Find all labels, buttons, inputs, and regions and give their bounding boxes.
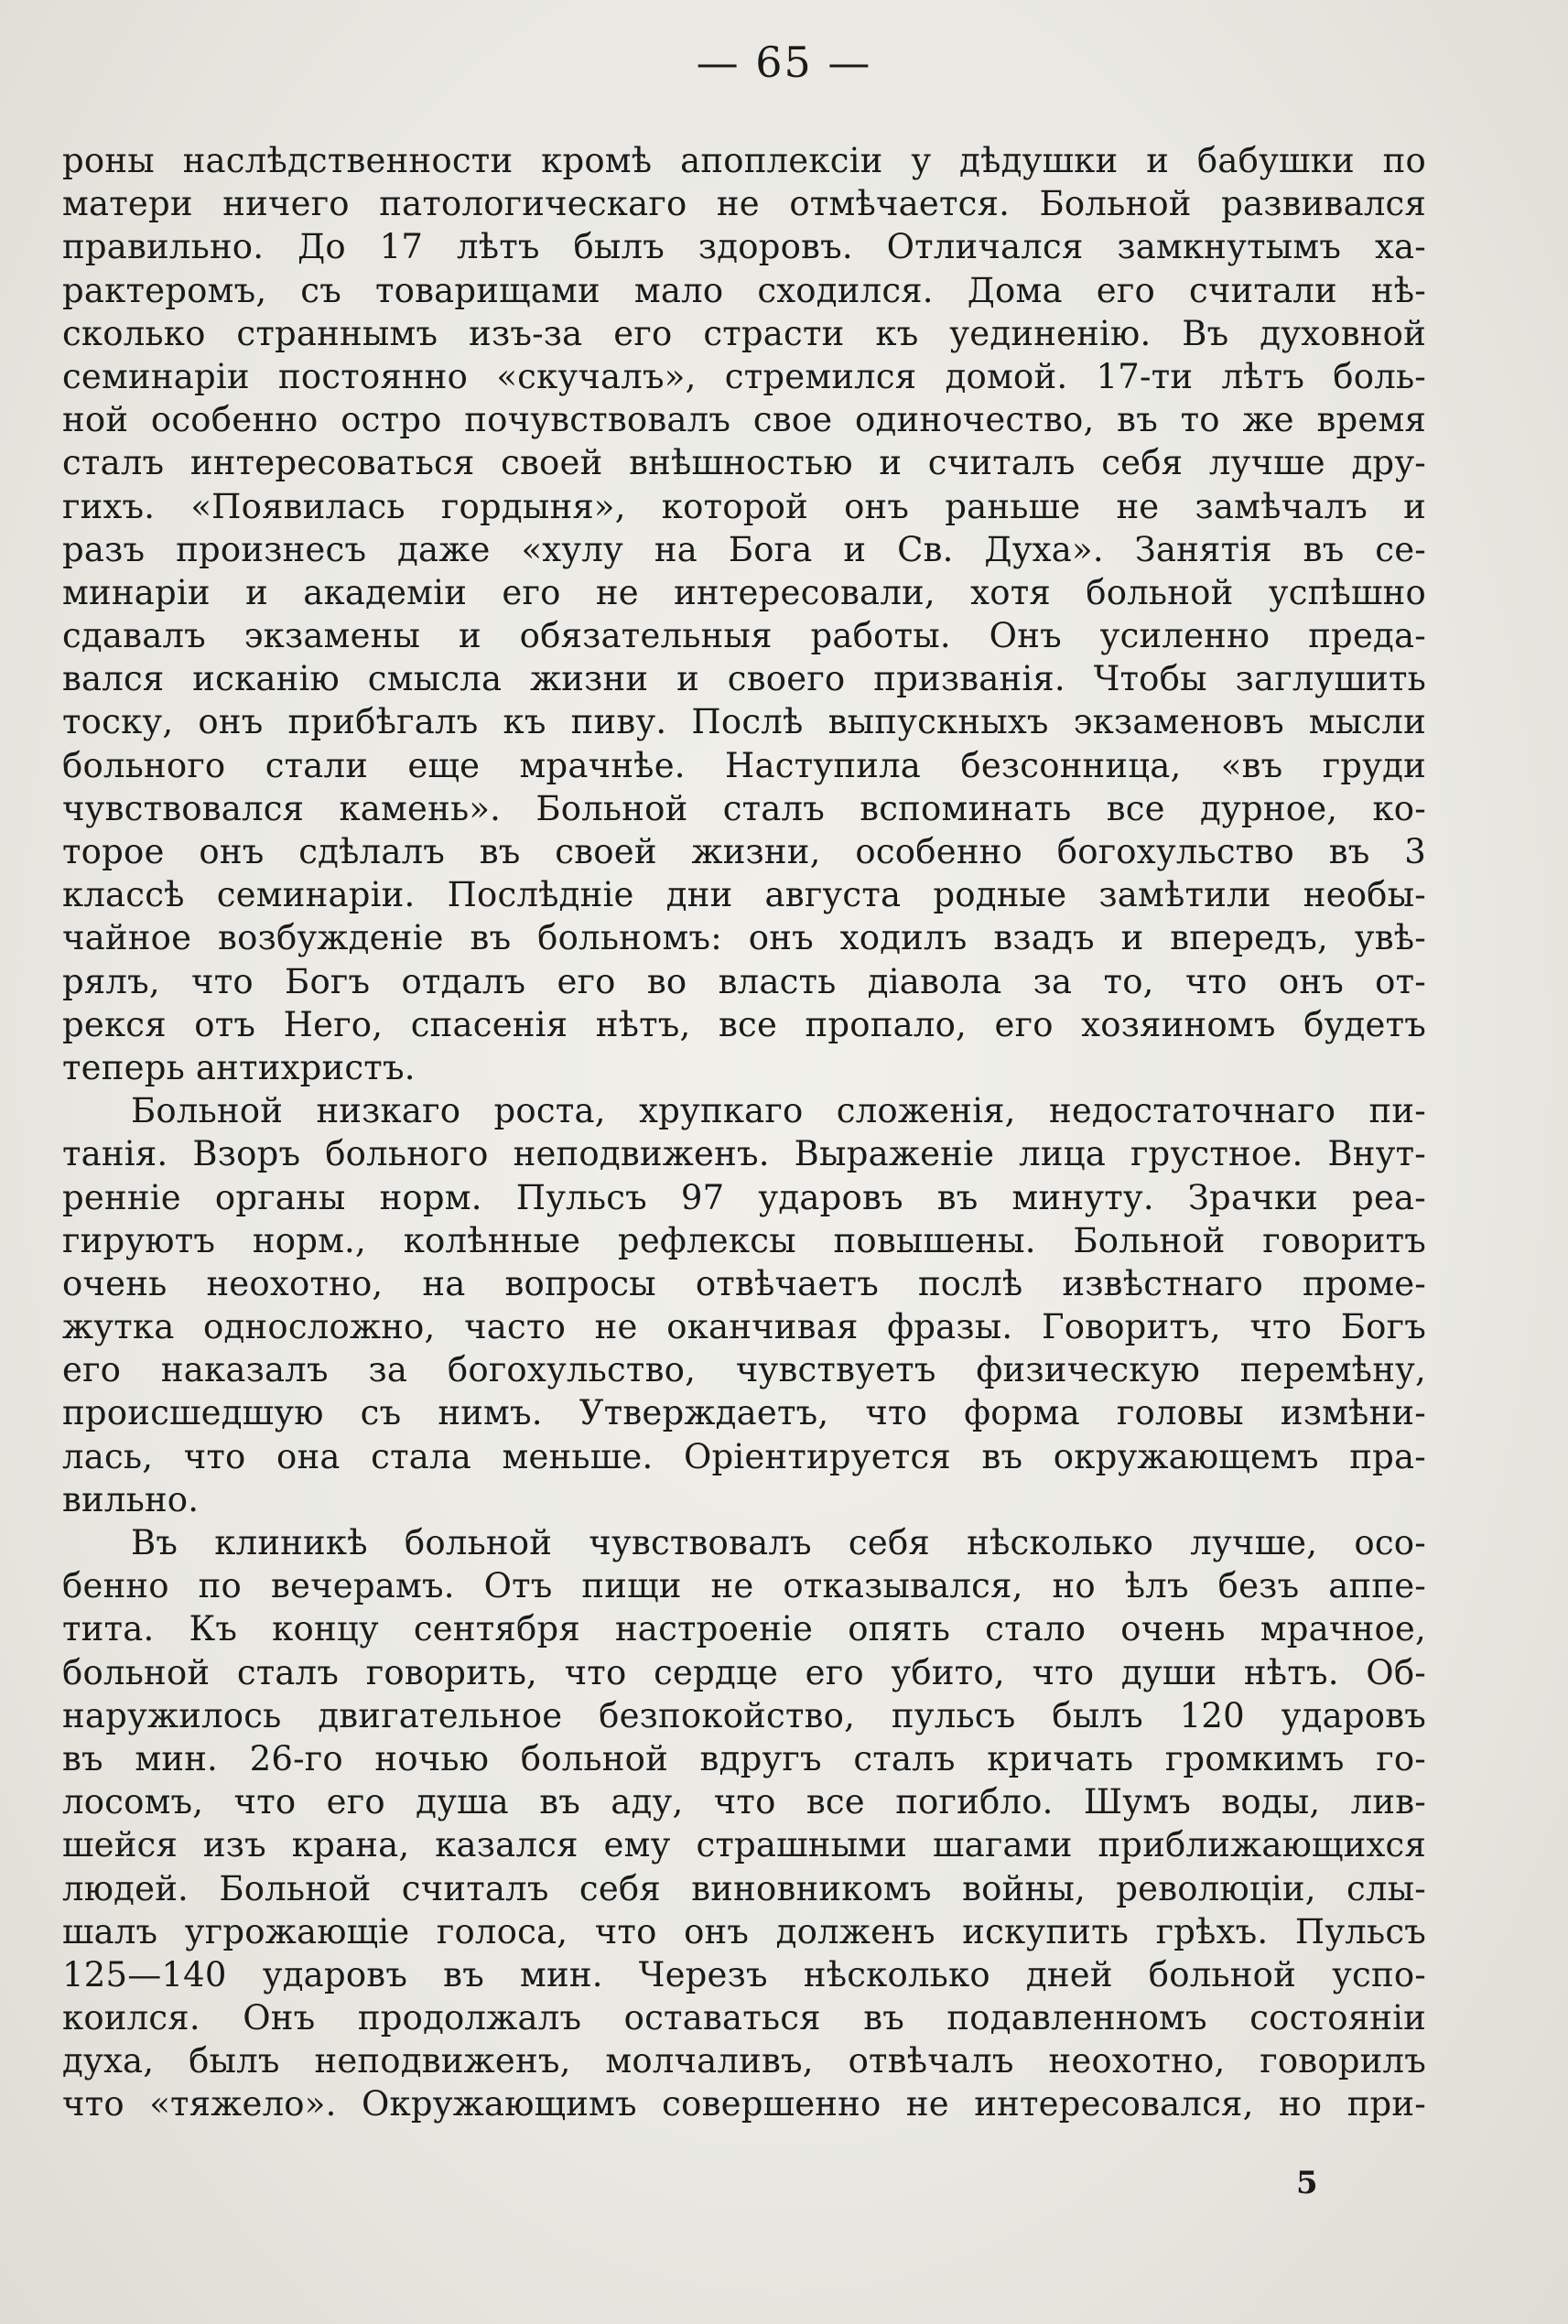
text-line: коился. Онъ продолжалъ оставаться въ подавленномъ состояніи	[62, 1998, 1426, 2038]
text-line: лосомъ, что его душа въ аду, что все погибло. Шумъ воды, лив-	[62, 1782, 1426, 1822]
text-line: классѣ семинаріи. Послѣдніе дни августа родные замѣтили необы-	[62, 875, 1426, 915]
page-number: — 65 —	[696, 38, 872, 87]
text-line: сдавалъ экзамены и обязательныя работы. Онъ усиленно преда-	[62, 616, 1426, 656]
text-line: больной сталъ говорить, что сердце его убито, что души нѣтъ. Об-	[62, 1652, 1426, 1692]
text-line: правильно. До 17 лѣтъ былъ здоровъ. Отличался замкнутымъ ха-	[62, 227, 1426, 267]
text-line: теперь антихристъ.	[62, 1047, 416, 1087]
text-line: наружилось двигательное безпокойство, пульсъ былъ 120 ударовъ	[62, 1695, 1426, 1735]
text-line: ренніе органы норм. Пульсъ 97 ударовъ въ минуту. Зрачки реа-	[62, 1177, 1426, 1217]
text-line: рактеромъ, съ товарищами мало сходился. Дома его считали нѣ-	[62, 270, 1426, 310]
text-line: людей. Больной считалъ себя виновникомъ войны, революціи, слы-	[62, 1868, 1426, 1908]
text-line: рекся отъ Него, спасенія нѣтъ, все пропало, его хозяиномъ будетъ	[62, 1004, 1426, 1044]
text-line: очень неохотно, на вопросы отвѣчаетъ послѣ извѣстнаго проме-	[62, 1263, 1426, 1303]
paragraph-3	[62, 1521, 1426, 2126]
paragraph-2	[62, 1089, 1426, 1521]
text-line: шалъ угрожающіе голоса, что онъ долженъ искупить грѣхъ. Пульсъ	[62, 1911, 1426, 1951]
text-line: рялъ, что Богъ отдалъ его во власть діавола за то, что онъ от-	[62, 961, 1426, 1001]
text-line: минаріи и академіи его не интересовали, хотя больной успѣшно	[62, 572, 1426, 612]
text-line: лась, что она стала меньше. Оріентируется въ окружающемъ пра-	[62, 1436, 1426, 1476]
text-line: чайное возбужденіе въ больномъ: онъ ходилъ взадъ и впередъ, увѣ-	[62, 918, 1426, 958]
text-line: торое онъ сдѣлалъ въ своей жизни, особенно богохульство въ 3	[62, 832, 1426, 871]
body-text	[62, 139, 1426, 2126]
text-line: Больной низкаго роста, хрупкаго сложенія, недостаточнаго пи-	[131, 1091, 1426, 1131]
text-line: сколько страннымъ изъ-за его страсти къ уединенію. Въ духовной	[62, 313, 1426, 353]
text-line: тита. Къ концу сентября настроеніе опять стало очень мрачное,	[62, 1609, 1426, 1649]
text-line: гируютъ норм., колѣнные рефлексы повышены. Больной говоритъ	[62, 1220, 1426, 1260]
text-line: вильно.	[62, 1479, 200, 1519]
text-line: чувствовался камень». Больной сталъ вспоминать все дурное, ко-	[62, 788, 1426, 828]
text-line: тоску, онъ прибѣгалъ къ пиву. Послѣ выпускныхъ экзаменовъ мысли	[62, 702, 1426, 742]
text-line: духа, былъ неподвиженъ, молчаливъ, отвѣчалъ неохотно, говорилъ	[62, 2041, 1426, 2081]
text-line: матери ничего патологическаго не отмѣчается. Больной развивался	[62, 184, 1426, 224]
text-line: роны наслѣдственности кромѣ апоплексіи у дѣдушки и бабушки по	[62, 141, 1426, 180]
paragraph-1	[62, 139, 1426, 1089]
text-line: ной особенно остро почувствовалъ свое одиночество, въ то же время	[62, 400, 1426, 440]
text-line: происшедшую съ нимъ. Утверждаетъ, что форма головы измѣни-	[62, 1393, 1426, 1433]
text-line: его наказалъ за богохульство, чувствуетъ физическую перемѣну,	[62, 1350, 1426, 1390]
text-line: 125—140 ударовъ въ мин. Черезъ нѣсколько дней больной успо-	[62, 1954, 1426, 1994]
signature-mark: 5	[1296, 2165, 1318, 2201]
text-line: что «тяжело». Окружающимъ совершенно не интересовался, но при-	[62, 2084, 1426, 2124]
text-line: въ мин. 26-го ночью больной вдругъ сталъ кричать громкимъ го-	[62, 1738, 1426, 1778]
text-line: больного стали еще мрачнѣе. Наступила безсонница, «въ груди	[62, 745, 1426, 785]
text-line: жутка односложно, часто не оканчивая фразы. Говоритъ, что Богъ	[62, 1307, 1426, 1347]
text-line: вался исканію смысла жизни и своего призванія. Чтобы заглушить	[62, 659, 1426, 699]
text-line: семинаріи постоянно «скучалъ», стремился домой. 17-ти лѣтъ боль-	[62, 356, 1426, 396]
text-line: сталъ интересоваться своей внѣшностью и считалъ себя лучше дру-	[62, 443, 1426, 483]
text-line: Въ клиникѣ больной чувствовалъ себя нѣсколько лучше, осо-	[131, 1523, 1426, 1562]
text-line: шейся изъ крана, казался ему страшными шагами приближающихся	[62, 1825, 1426, 1865]
text-line: гихъ. «Появилась гордыня», которой онъ раньше не замѣчалъ и	[62, 486, 1426, 526]
text-line: разъ произнесъ даже «хулу на Бога и Св. Духа». Занятія въ се-	[62, 529, 1426, 569]
text-line: бенно по вечерамъ. Отъ пищи не отказывался, но ѣлъ безъ аппе-	[62, 1566, 1426, 1606]
text-line: танія. Взоръ больного неподвиженъ. Выраженіе лица грустное. Внут-	[62, 1134, 1426, 1174]
